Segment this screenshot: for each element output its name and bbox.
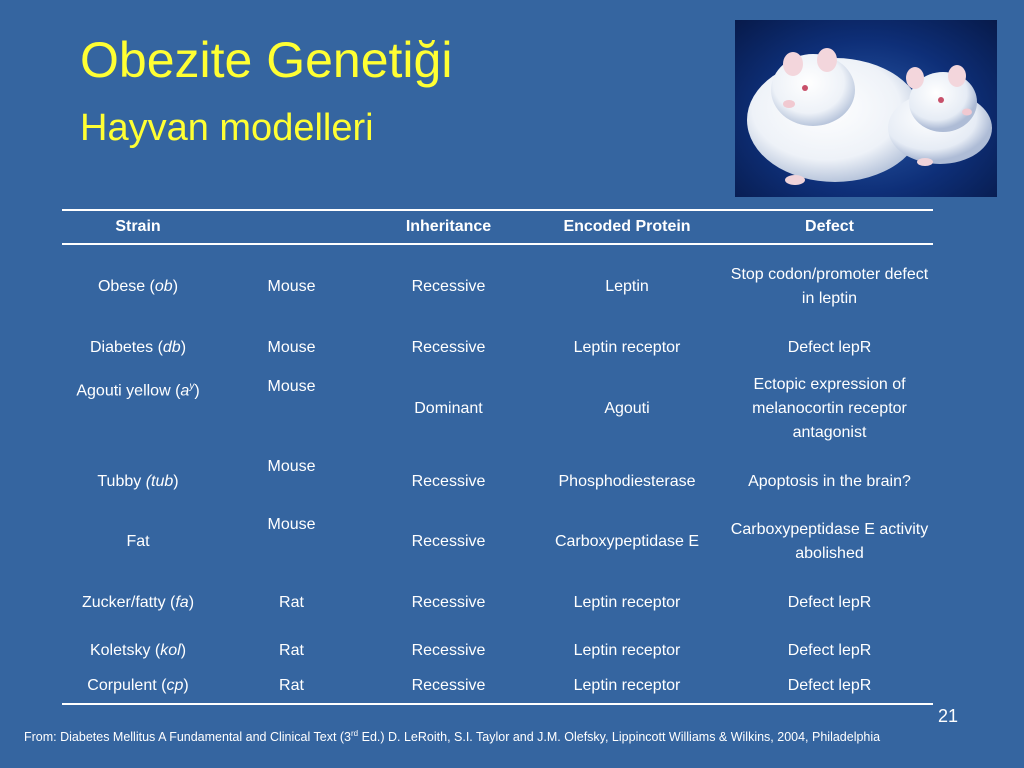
protein-cell: Agouti	[604, 400, 650, 417]
protein-cell: Leptin receptor	[573, 594, 681, 611]
strain-cell: Tubby (tub)	[97, 473, 179, 490]
header-species	[214, 210, 369, 243]
strain-table	[62, 210, 933, 703]
defect-cell: Apoptosis in the brain?	[748, 473, 911, 490]
species-cell: Mouse	[267, 458, 316, 475]
defect-cell: Carboxypeptidase E activity abolished	[730, 521, 929, 562]
inheritance-cell: Recessive	[411, 278, 486, 295]
mice-photo	[735, 20, 997, 197]
header-inheritance: Inheritance	[405, 217, 492, 235]
inheritance-cell: Recessive	[411, 339, 486, 356]
protein-cell: Leptin receptor	[573, 677, 681, 694]
protein-cell: Carboxypeptidase E	[554, 533, 700, 550]
inheritance-cell: Recessive	[411, 594, 486, 611]
table-row	[62, 633, 933, 669]
slide-subtitle: Hayvan modelleri	[80, 107, 374, 149]
table-row	[62, 573, 933, 633]
species-cell: Mouse	[267, 278, 316, 295]
strain-cell: Obese (ob)	[97, 278, 179, 295]
species-cell: Rat	[279, 642, 304, 659]
species-cell: Mouse	[267, 378, 316, 395]
protein-cell: Leptin receptor	[573, 339, 681, 356]
defect-cell: Stop codon/promoter defect in leptin	[730, 266, 929, 307]
protein-cell: Leptin receptor	[573, 642, 681, 659]
table-row	[62, 669, 933, 703]
species-cell: Rat	[279, 677, 304, 694]
source-citation: From: Diabetes Mellitus A Fundamental and Clinical Text (3rd Ed.) D. LeRoith, S.I. Taylor and J.M. Olefsky, Lippincott Williams & Wilkins, 2004, Philadelphia	[24, 729, 881, 745]
defect-cell: Defect lepR	[787, 594, 872, 611]
strain-cell: Agouti yellow $(a^y)$	[76, 381, 200, 400]
table-row	[62, 453, 933, 511]
slide-title: Obezite Genetiği	[80, 32, 453, 88]
inheritance-cell: Dominant	[414, 400, 483, 417]
defect-cell: Defect lepR	[787, 677, 872, 694]
table-row	[62, 243, 933, 331]
protein-cell: Leptin	[605, 278, 649, 295]
species-cell: Mouse	[267, 516, 316, 533]
page-number: 21	[938, 706, 959, 726]
species-cell: Mouse	[267, 339, 316, 356]
white-mice-image	[735, 20, 997, 197]
defect-cell: Defect lepR	[787, 642, 872, 659]
species-cell: Rat	[279, 594, 304, 611]
table-row	[62, 511, 933, 573]
strain-cell: Koletsky (kol)	[89, 642, 187, 659]
protein-cell: Phosphodiesterase	[558, 473, 696, 490]
table-bottom-rule	[62, 703, 933, 705]
table-header-row	[62, 210, 933, 243]
strain-cell: Zucker/fatty (fa)	[81, 594, 195, 611]
inheritance-cell: Recessive	[411, 473, 486, 490]
table-row	[62, 331, 933, 365]
inheritance-cell: Recessive	[411, 642, 486, 659]
inheritance-cell: Recessive	[411, 533, 486, 550]
strain-cell: Corpulent (cp)	[87, 677, 189, 694]
strain-cell: Fat	[126, 533, 150, 550]
header-defect: Defect	[805, 217, 854, 235]
defect-cell: Ectopic expression of melanocortin receptor antagonist	[752, 376, 907, 441]
header-strain: Strain	[115, 217, 161, 235]
table-row	[62, 365, 933, 453]
header-encoded-protein: Encoded Protein	[563, 217, 691, 235]
inheritance-cell: Recessive	[411, 677, 486, 694]
strain-cell: Diabetes (db)	[89, 339, 187, 356]
defect-cell: Defect lepR	[787, 339, 872, 356]
